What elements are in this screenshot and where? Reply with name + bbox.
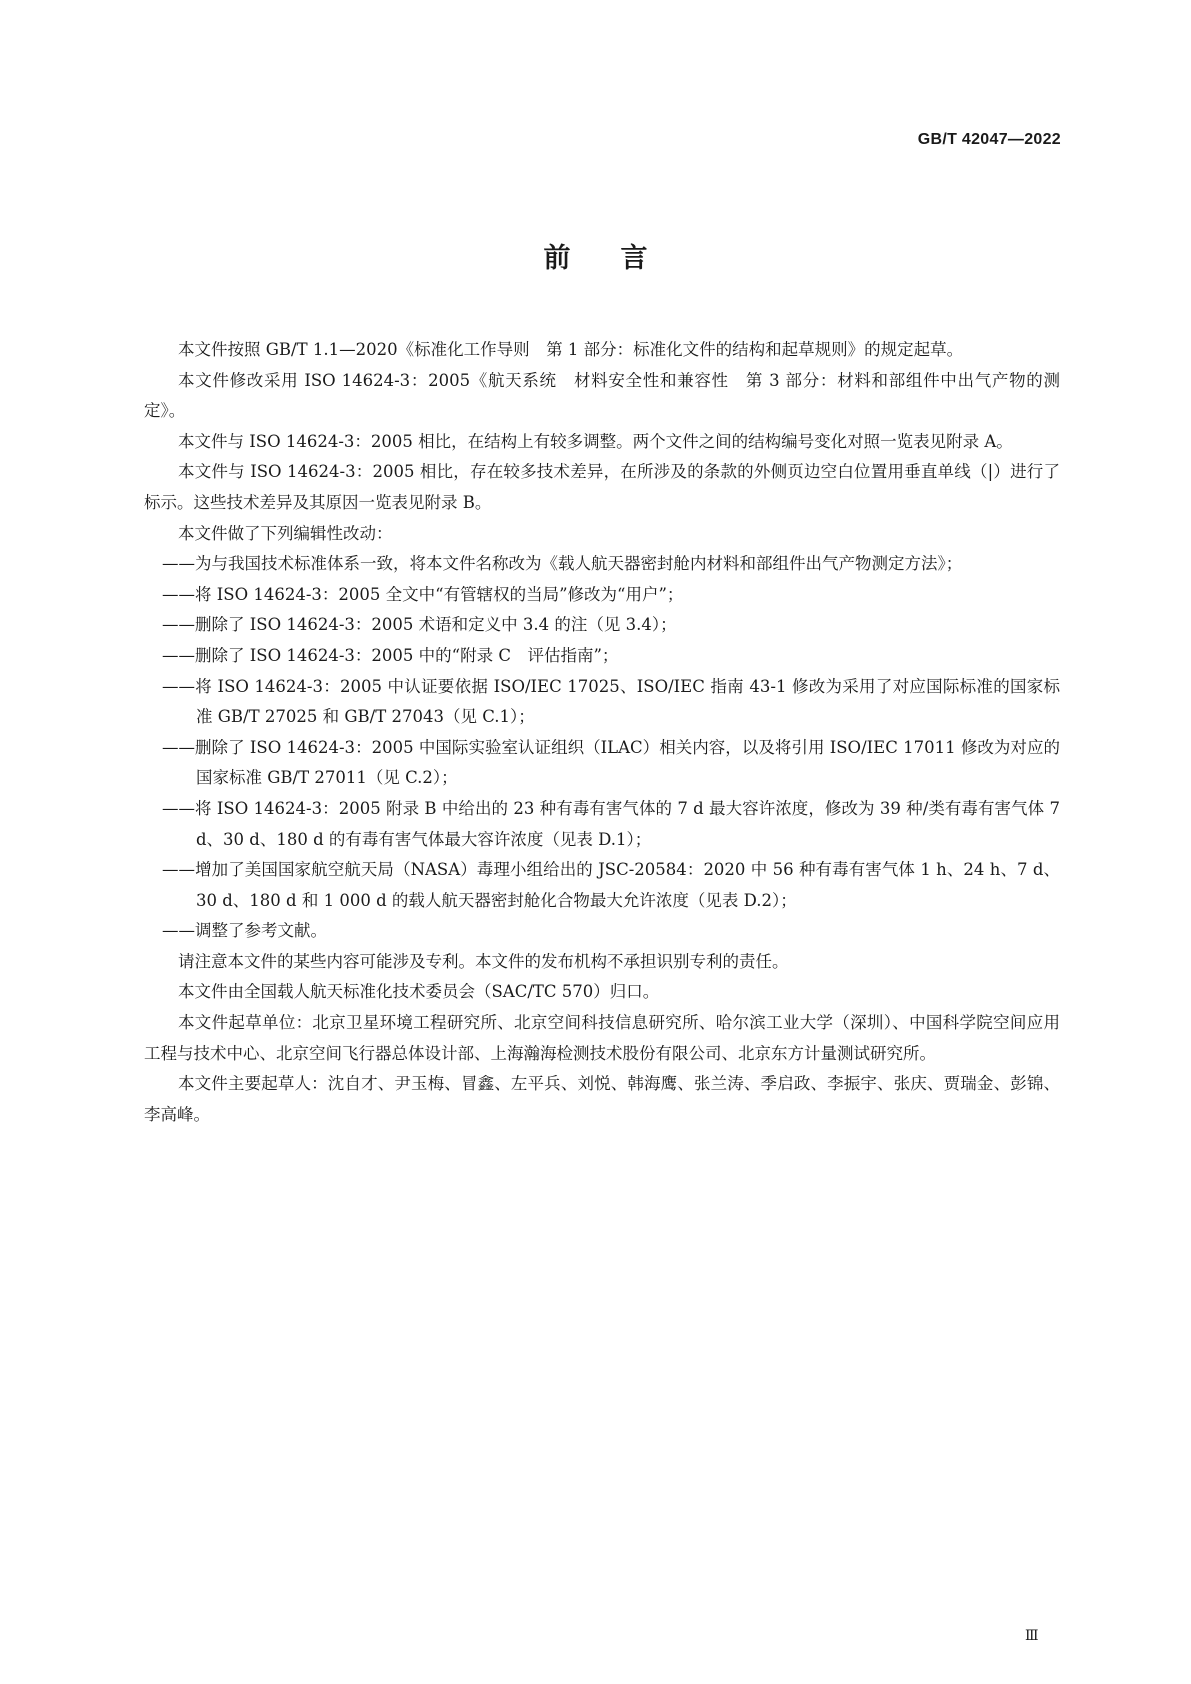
change-item: ——调整了参考文献。 xyxy=(162,921,327,941)
paragraph: 本文件与 ISO 14624-3：2005 相比，存在较多技术差异，在所涉及的条款的外侧页边空白位置用垂直单线（|）进行了标示。这些技术差异及其原因一览表见附录 B。 xyxy=(144,462,1060,512)
paragraph: 本文件修改采用 ISO 14624-3：2005《航天系统 材料安全性和兼容性 第 3 部分：材料和部组件中出气产物的测定》。 xyxy=(144,370,1060,421)
paragraph: 本文件起草单位：北京卫星环境工程研究所、北京空间科技信息研究所、哈尔滨工业大学（深圳）、中国科学院空间应用工程与技术中心、北京空间飞行器总体设计部、上海瀚海检测技术股份有限公司、北京东方计量测试研究所。 xyxy=(144,1013,1060,1063)
paragraph: 本文件做了下列编辑性改动： xyxy=(178,523,393,543)
page-title: 前言 xyxy=(543,243,698,274)
change-item: ——为与我国技术标准体系一致，将本文件名称改为《载人航天器密封舱内材料和部组件出气产物测定方法》； xyxy=(162,554,963,574)
change-item: ——删除了 ISO 14624-3：2005 中的“附录 C 评估指南”； xyxy=(162,645,619,665)
change-item: ——将 ISO 14624-3：2005 全文中“有管辖权的当局”修改为“用户”； xyxy=(162,584,684,604)
change-item: ——增加了美国国家航空航天局（NASA）毒理小组给出的 JSC-20584：2020 中 56 种有毒有害气体 1 h、24 h、7 d、30 d、180 d 和 1 000 d 的载人航天器密封舱化合物最大允许浓度（见表 D.2）； xyxy=(162,860,1060,910)
paragraph: 本文件与 ISO 14624-3：2005 相比，在结构上有较多调整。两个文件之间的结构编号变化对照一览表见附录 A。 xyxy=(178,431,1013,451)
change-item: ——将 ISO 14624-3：2005 附录 B 中给出的 23 种有毒有害气体的 7 d 最大容许浓度，修改为 39 种/类有毒有害气体 7 d、30 d、180 d 的有毒有害气体最大容许浓度（见表 D.1）； xyxy=(162,798,1060,849)
paragraph: 本文件按照 GB/T 1.1—2020《标准化工作导则 第 1 部分：标准化文件的结构和起草规则》的规定起草。 xyxy=(178,340,964,359)
paragraph: 请注意本文件的某些内容可能涉及专利。本文件的发布机构不承担识别专利的责任。 xyxy=(178,951,789,971)
change-item: ——将 ISO 14624-3：2005 中认证要依据 ISO/IEC 17025、ISO/IEC 指南 43-1 修改为采用了对应国际标准的国家标准 GB/T 27025 和 GB/T 27043（见 C.1）； xyxy=(162,676,1060,727)
standard-code: GB/T 42047—2022 xyxy=(917,131,1061,148)
document-body xyxy=(144,335,1060,1130)
change-item: ——删除了 ISO 14624-3：2005 术语和定义中 3.4 的注（见 3.4）； xyxy=(162,615,677,635)
change-item: ——删除了 ISO 14624-3：2005 中国际实验室认证组织（ILAC）相关内容，以及将引用 ISO/IEC 17011 修改为对应的国家标准 GB/T 27011（见 C.2）； xyxy=(162,737,1060,788)
paragraph: 本文件主要起草人：沈自才、尹玉梅、冒鑫、左平兵、刘悦、韩海鹰、张兰涛、季启政、李振宇、张庆、贾瑞金、彭锦、李高峰。 xyxy=(144,1074,1060,1124)
paragraph: 本文件由全国载人航天标准化技术委员会（SAC/TC 570）归口。 xyxy=(178,982,660,1002)
page-number: Ⅲ xyxy=(1025,1628,1039,1644)
